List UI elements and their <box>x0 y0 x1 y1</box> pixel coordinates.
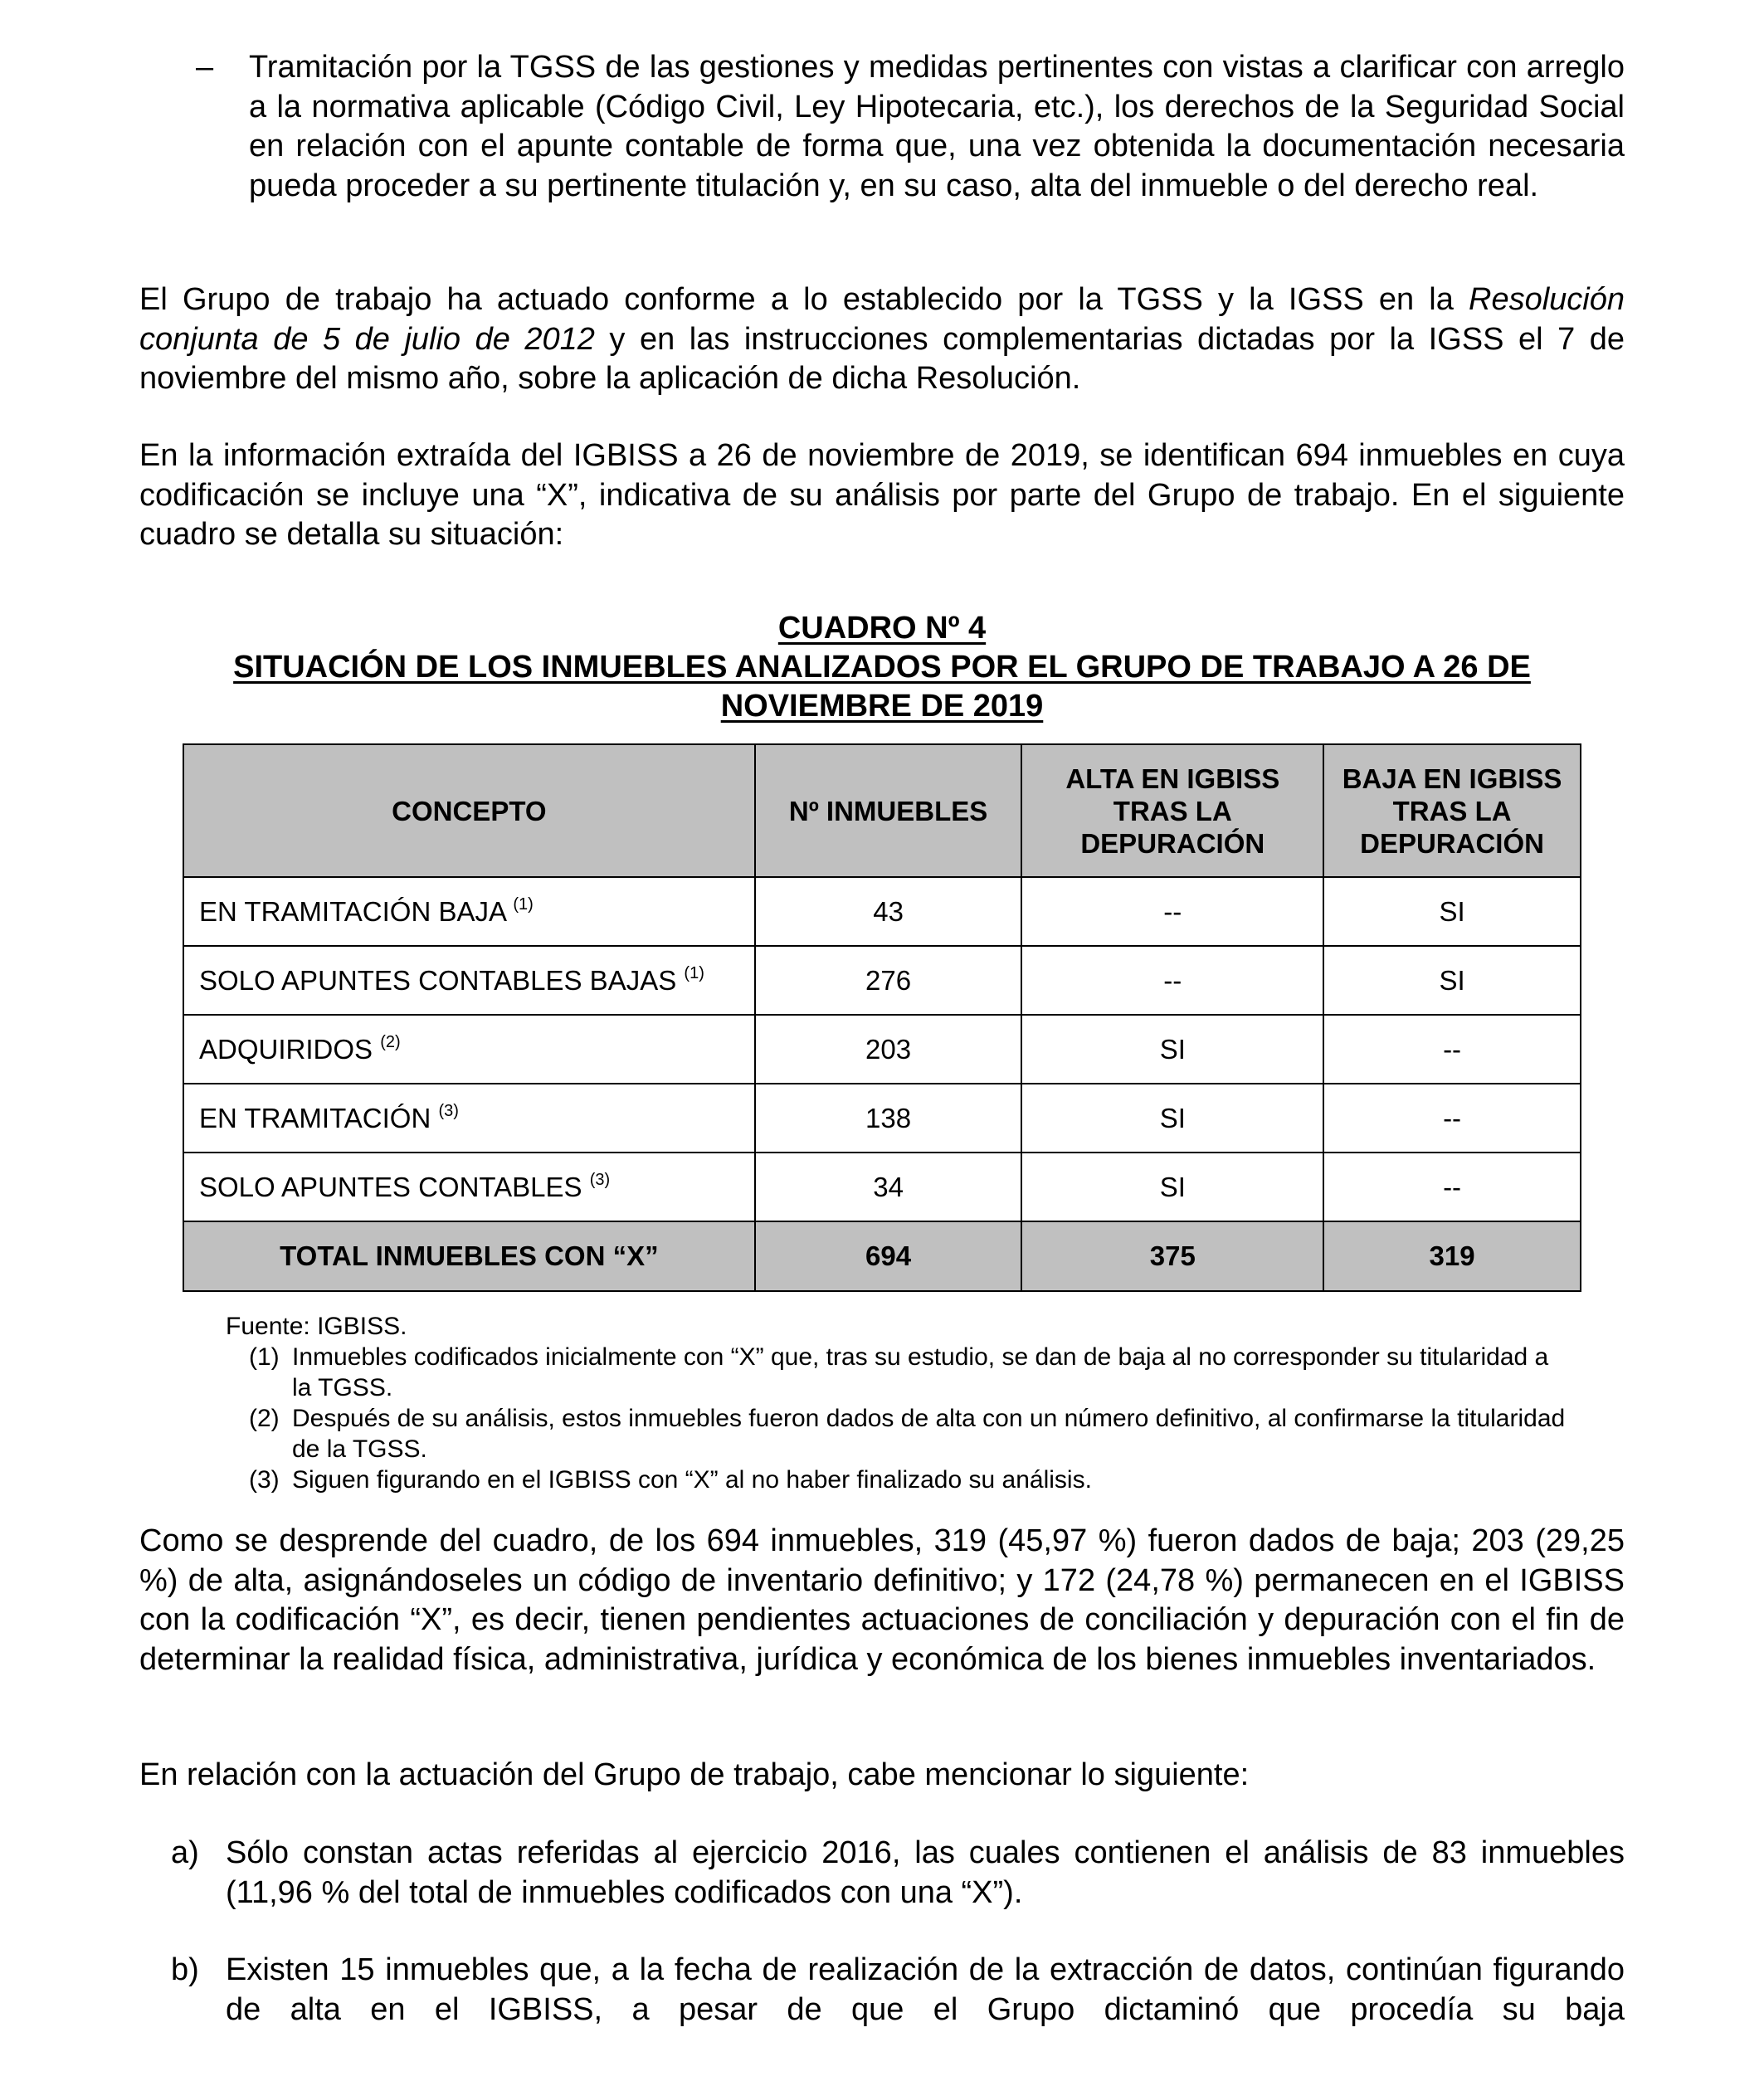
row-baja: SI <box>1323 877 1581 946</box>
row-baja: -- <box>1323 1015 1581 1084</box>
list-item-a <box>171 1834 1625 1913</box>
total-baja: 319 <box>1323 1221 1581 1291</box>
row-alta: -- <box>1021 946 1323 1015</box>
table-header-row <box>183 744 1581 877</box>
row-concept: SOLO APUNTES CONTABLES BAJAS $^{(1)}$ <box>183 946 755 1015</box>
total-alta: 375 <box>1021 1221 1323 1291</box>
paragraph-text: El Grupo de trabajo ha actuado conforme a lo establecido por la TGSS y la IGSS en la <box>139 282 1469 317</box>
row-alta: SI <box>1021 1015 1323 1084</box>
paragraph-intro-list: En relación con la actuación del Grupo de trabajo, cabe mencionar lo siguiente: <box>139 1757 1250 1792</box>
inmuebles-table <box>183 743 1581 1292</box>
table-row <box>183 1015 1581 1084</box>
row-concept: EN TRAMITACIÓN BAJA $^{(1)}$ <box>183 877 755 946</box>
row-alta: -- <box>1021 877 1323 946</box>
paragraph-summary: Como se desprende del cuadro, de los 694 inmuebles, 319 (45,97 %) fueron dados de baja; 203 (29,25 %) de alta, asignándoseles un código de inventario definitivo; y 172 (24,78 %) permanecen en el IGBISS con la codificación “X”, es decir, tienen pendientes actuaciones de conciliación y depuración con el fin de determinar la realidad física, administrativa, jurídica y económica de los bienes inmuebles inventariados. <box>139 1523 1625 1677</box>
paragraph-igbiss-extraction: En la información extraída del IGBISS a 26 de noviembre de 2019, se identifican 694 inmuebles en cuya codificación se incluye una “X”, indicativa de su análisis por parte del Grupo de trabajo. En el siguiente cuadro se detalla su situación: <box>139 438 1625 552</box>
header-alta: ALTA EN IGBISS TRAS LA DEPURACIÓN <box>1021 744 1323 877</box>
header-concepto: CONCEPTO <box>183 744 755 877</box>
paragraph-text: y en las instrucciones complementarias dictadas por la IGSS el 7 de noviembre del mismo año, sobre la aplicación de dicha Resolución. <box>139 321 1625 396</box>
list-text: Existen 15 inmuebles que, a la fecha de realización de la extracción de datos, continúan figurando de alta en el IGBISS, a pesar de que el Grupo dictaminó que procedía su baja <box>226 1952 1625 2027</box>
table-row <box>183 946 1581 1015</box>
table-total-row <box>183 1221 1581 1291</box>
footnote-ref: (1) <box>684 963 704 982</box>
row-baja: -- <box>1323 1153 1581 1221</box>
footnote-ref: (1) <box>513 894 534 914</box>
footnote-text: Siguen figurando en el IGBISS con “X” al no haber finalizado su análisis. <box>292 1466 1092 1494</box>
table-title: SITUACIÓN DE LOS INMUEBLES ANALIZADOS POR EL GRUPO DE TRABAJO A 26 DE NOVIEMBRE DE 2019 <box>233 650 1531 724</box>
row-count: 43 <box>755 877 1022 946</box>
row-count: 276 <box>755 946 1022 1015</box>
paragraph-grupo-trabajo <box>139 280 1625 399</box>
row-concept: EN TRAMITACIÓN $^{(3)}$ <box>183 1084 755 1153</box>
footnote-ref: (3) <box>589 1170 611 1189</box>
row-concept: ADQUIRIDOS $^{(2)}$ <box>183 1015 755 1084</box>
footnote-text: Después de su análisis, estos inmuebles fueron dados de alta con un número definitivo, al confirmarse la titularidad de la TGSS. <box>292 1405 1566 1463</box>
header-baja: BAJA EN IGBISS TRAS LA DEPURACIÓN <box>1323 744 1581 877</box>
footnote-text: Inmuebles codificados inicialmente con “X” que, tras su estudio, se dan de baja al no corresponder su titularidad a la TGSS. <box>292 1343 1549 1401</box>
footnote-item <box>226 1342 1570 1403</box>
list-label: b) <box>171 1952 199 1987</box>
table-title-number: CUADRO Nº 4 <box>777 611 987 646</box>
row-concept: SOLO APUNTES CONTABLES $^{(3)}$ <box>183 1153 755 1221</box>
table-notes <box>226 1311 1570 1495</box>
list-label: a) <box>171 1835 199 1870</box>
resolution-reference: Resolución conjunta de 5 de julio de 2012 <box>139 282 1625 357</box>
header-num-inmuebles: Nº INMUEBLES <box>755 744 1022 877</box>
dash-bullet-item <box>196 48 1625 206</box>
total-count: 694 <box>755 1221 1022 1291</box>
footnote-item <box>226 1403 1570 1464</box>
row-alta: SI <box>1021 1153 1323 1221</box>
footnote-ref: (3) <box>438 1101 459 1120</box>
table-row <box>183 877 1581 946</box>
row-count: 138 <box>755 1084 1022 1153</box>
footnote-number: (3) <box>249 1466 280 1494</box>
table-row <box>183 1084 1581 1153</box>
list-item-b <box>171 1951 1625 2030</box>
footnote-item <box>226 1464 1570 1495</box>
row-baja: SI <box>1323 946 1581 1015</box>
total-concept: TOTAL INMUEBLES CON “X” <box>183 1221 755 1291</box>
row-alta: SI <box>1021 1084 1323 1153</box>
dash-marker: – <box>196 50 214 85</box>
footnote-number: (2) <box>249 1405 280 1432</box>
footnote-number: (1) <box>249 1343 280 1371</box>
row-baja: -- <box>1323 1084 1581 1153</box>
table-source: Fuente: IGBISS. <box>226 1313 407 1340</box>
row-count: 203 <box>755 1015 1022 1084</box>
row-count: 34 <box>755 1153 1022 1221</box>
bullet-text: Tramitación por la TGSS de las gestiones y medidas pertinentes con vistas a clarificar con arreglo a la normativa aplicable (Código Civil, Ley Hipotecaria, etc.), los derechos de la Seguridad Social en relación con el apunte contable de forma que, una vez obtenida la documentación necesaria pueda proceder a su pertinente titulación y, en su caso, alta del inmueble o del derecho real. <box>249 50 1625 203</box>
table-row <box>183 1153 1581 1221</box>
footnote-ref: (2) <box>380 1032 401 1051</box>
list-text: Sólo constan actas referidas al ejercicio 2016, las cuales contienen el análisis de 83 inmuebles (11,96 % del total de inmuebles codificados con una “X”). <box>226 1835 1625 1910</box>
